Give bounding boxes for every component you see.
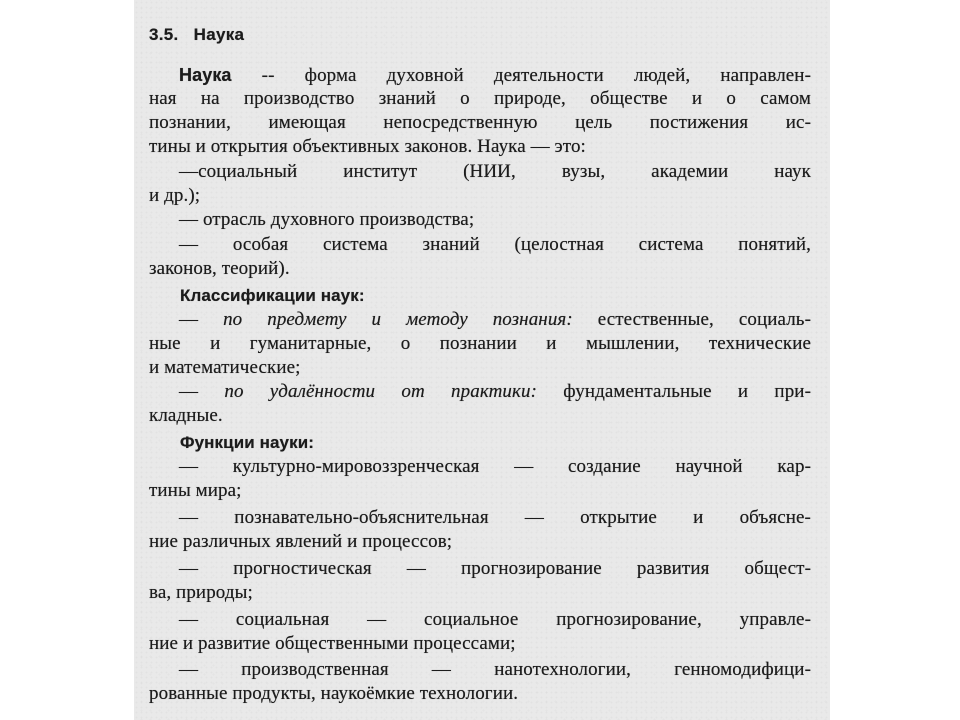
definition-line-3: познании, имеющая непосредственную цель постижения ис- — [149, 112, 811, 133]
definition-line-4: тины и открытия объективных законов. Наука — это: — [149, 136, 586, 157]
definition-line-1-rest: -- форма духовной деятельности людей, направлен- — [231, 65, 811, 86]
classification-item-2-line-2: кладные. — [149, 405, 223, 426]
function-item-1-line-2: тины мира; — [149, 480, 242, 501]
functions-heading: Функции науки: — [180, 433, 315, 452]
classification-item-2-criterion: по удалённости от практики: — [224, 381, 538, 402]
function-item-3-line-1: — прогностическая — прогнозирование развития общест- — [179, 558, 811, 579]
classification-item-1-line-3: и математические; — [149, 357, 301, 378]
function-item-1-line-1: — культурно-мировоззренческая — создание научной кар- — [179, 456, 811, 477]
function-item-2-line-1: — познавательно-объяснительная — открытие и объясне- — [179, 507, 811, 528]
function-item-3-line-2: ва, природы; — [149, 582, 253, 603]
definition-term: Наука — [179, 65, 232, 85]
definition-line-2: ная на производство знаний о природе, обществе и о самом — [149, 88, 811, 109]
classification-item-1-line-2: ные и гуманитарные, о познании и мышлении, технические — [149, 333, 811, 354]
definition-item-3-line-1: — особая система знаний (целостная система понятий, — [179, 234, 811, 255]
definition-item-2-line-1: — отрасль духовного производства; — [179, 209, 475, 230]
function-item-2-line-2: ние различных явлений и процессов; — [149, 531, 453, 552]
section-title: Наука — [193, 25, 245, 44]
classification-heading: Классификации наук: — [180, 286, 365, 305]
classification-item-2-dash: — — [179, 381, 225, 402]
classification-item-2-line-1 — [179, 381, 811, 403]
classification-item-1-line-1 — [179, 309, 811, 331]
function-item-5-line-2: рованные продукты, наукоёмкие технологии. — [149, 683, 519, 704]
definition-item-1-line-1: —социальный институт (НИИ, вузы, академии наук — [179, 161, 811, 182]
definition-item-1-line-2: и др.); — [149, 185, 201, 206]
function-item-4-line-2: ние и развитие общественными процессами; — [149, 633, 516, 654]
section-heading — [149, 24, 244, 46]
definition-line-1 — [179, 64, 811, 87]
classification-item-1-dash: — — [179, 309, 224, 330]
function-item-4-line-1: — социальная — социальное прогнозирование, управле- — [179, 609, 811, 630]
function-item-5-line-1: — производственная — нанотехнологии, генномодифици- — [179, 659, 811, 680]
classification-item-2-rest: фундаментальные и при- — [537, 381, 811, 402]
section-number: 3.5. — [149, 25, 179, 44]
scanned-textbook-page — [134, 0, 830, 720]
definition-item-3-line-2: законов, теорий). — [149, 258, 290, 279]
classification-item-1-rest: естественные, социаль- — [572, 309, 811, 330]
classification-item-1-criterion: по предмету и методу познания: — [223, 309, 573, 330]
